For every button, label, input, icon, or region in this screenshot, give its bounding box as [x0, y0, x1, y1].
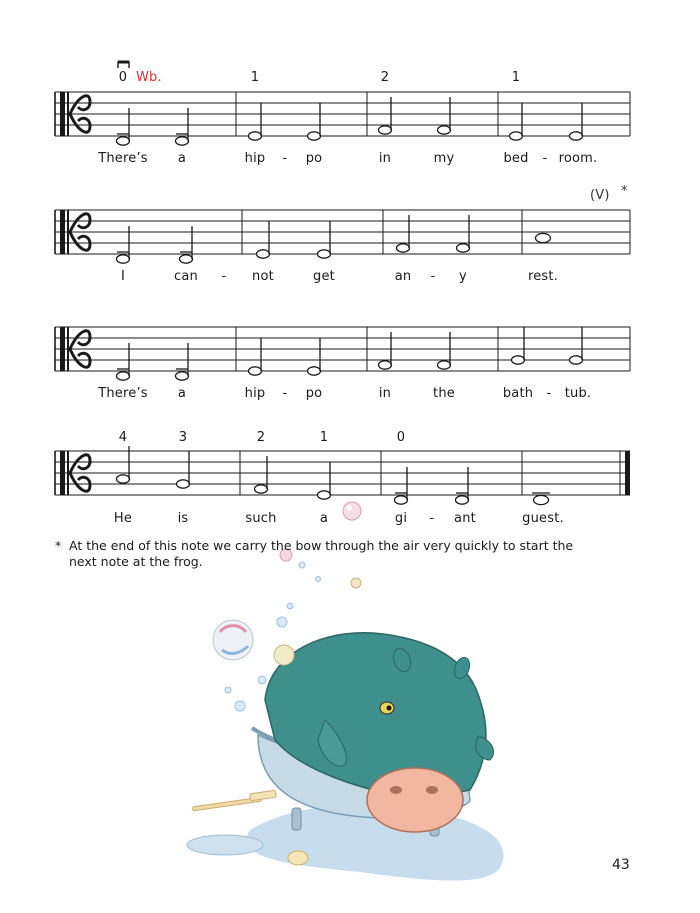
lyric-syllable: can [174, 269, 198, 284]
lyric-hyphen: - [221, 269, 227, 284]
footnote-marker: * [621, 184, 628, 199]
lyric-syllable: He [113, 511, 133, 526]
page-number: 43 [612, 857, 630, 873]
lyric-syllable: hip [244, 151, 266, 166]
whole-note [536, 233, 551, 242]
lyric-syllable: I [120, 269, 126, 284]
lyric-syllable: tub. [564, 386, 592, 401]
lyric-syllable: guest. [522, 511, 564, 526]
half-note [456, 496, 469, 504]
lyric-syllable: po [305, 151, 323, 166]
up-bow-mark: (V) [590, 188, 610, 203]
lyric-hyphen: - [282, 386, 288, 401]
half-note [255, 485, 268, 493]
half-note [308, 367, 321, 375]
lyric-syllable: bath [502, 386, 534, 401]
half-note [438, 361, 451, 369]
half-note [117, 137, 130, 145]
notes-system-4 [117, 446, 551, 505]
half-note [438, 126, 451, 134]
notes-system-3 [117, 327, 583, 380]
staff-system-3 [55, 327, 630, 371]
fingering-number: 4 [118, 430, 128, 445]
lyric-syllable: a [177, 151, 187, 166]
half-note [117, 372, 130, 380]
fingering-number: 1 [319, 430, 329, 445]
whole-bow-label: Wb. [136, 70, 162, 85]
fingering-number: 2 [256, 430, 266, 445]
lyric-syllable: in [378, 151, 392, 166]
notes-system-1 [117, 97, 583, 145]
half-note [379, 126, 392, 134]
half-note [176, 372, 189, 380]
half-note [397, 244, 410, 252]
footnote-text: At the end of this note we carry the bow through the air very quickly to start the next note at the frog. [69, 538, 574, 569]
lyric-syllable: get [313, 269, 335, 284]
half-note [570, 356, 583, 364]
half-note [318, 250, 331, 258]
lyric-syllable: such [245, 511, 277, 526]
half-note [379, 361, 392, 369]
half-note [249, 132, 262, 140]
footnote [55, 538, 575, 570]
final-barline [625, 451, 630, 495]
lyric-syllable: my [433, 151, 455, 166]
half-note [257, 250, 270, 258]
fingering-number: 1 [250, 70, 260, 85]
half-note [512, 356, 525, 364]
half-note [176, 137, 189, 145]
lyric-syllable: There’s [98, 151, 148, 166]
half-note [318, 491, 331, 499]
half-note [457, 244, 470, 252]
lyric-syllable: hip [244, 386, 266, 401]
footnote-star: * [55, 538, 62, 553]
half-note [249, 367, 262, 375]
lyric-syllable: bed [503, 151, 529, 166]
half-note [177, 480, 190, 488]
lyric-syllable: a [319, 511, 329, 526]
half-note [308, 132, 321, 140]
whole-note [534, 495, 549, 504]
half-note [570, 132, 583, 140]
lyric-hyphen: - [546, 386, 552, 401]
lyric-syllable: There’s [98, 386, 148, 401]
half-note [510, 132, 523, 140]
half-note [180, 255, 193, 263]
lyric-syllable: room. [558, 151, 598, 166]
fingering-number: 3 [178, 430, 188, 445]
lyric-hyphen: - [542, 151, 548, 166]
down-bow-icon [118, 62, 129, 68]
lyric-syllable: an [394, 269, 412, 284]
fingering-number: 1 [511, 70, 521, 85]
staff-system-4 [55, 451, 630, 495]
hippo-in-bathtub-illustration [187, 603, 504, 881]
lyric-hyphen: - [429, 511, 435, 526]
half-note [117, 475, 130, 483]
staff-system-2 [55, 210, 630, 254]
lyric-syllable: in [378, 386, 392, 401]
fingering-number: 0 [118, 70, 128, 85]
half-note [395, 496, 408, 504]
staff-system-1 [55, 92, 630, 136]
lyric-syllable: gi [394, 511, 408, 526]
notes-system-2 [117, 215, 551, 263]
lyric-hyphen: - [430, 269, 436, 284]
lyric-syllable: ant [454, 511, 476, 526]
fingering-number: 2 [380, 70, 390, 85]
fingering-number: 0 [396, 430, 406, 445]
lyric-syllable: a [177, 386, 187, 401]
lyric-syllable: rest. [527, 269, 559, 284]
lyric-syllable: po [305, 386, 323, 401]
lyric-syllable: the [433, 386, 455, 401]
lyric-syllable: not [252, 269, 274, 284]
lyric-syllable: y [459, 269, 467, 284]
half-note [117, 255, 130, 263]
lyric-hyphen: - [282, 151, 288, 166]
lyric-syllable: is [177, 511, 189, 526]
